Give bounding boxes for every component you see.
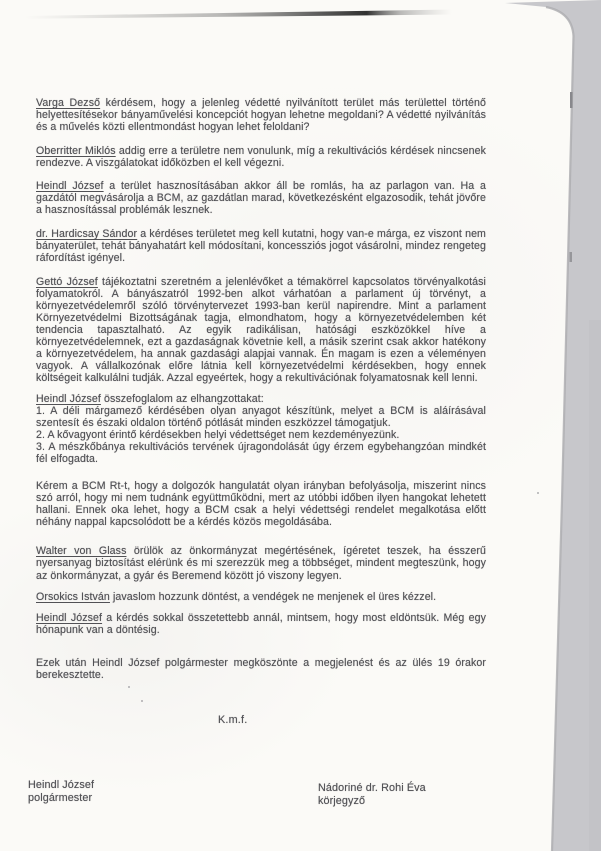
minutes-body xyxy=(36,97,486,681)
speaker-name: Gettó József xyxy=(36,275,98,288)
statement-walter-von-glass xyxy=(36,545,486,581)
speaker-name: Varga Dezső xyxy=(36,97,101,109)
statement-text: tájékoztatni szeretném a jelenlévőket a témakörrel kapcsolatos törvényalkotási folyamatokról. A bányászatról 1992-ben alkot várhatóan a parlament új törvényt, a környezetvédelemről szóló törvénytervezet 1993-ban kerül napirendre. Mint a parlament Környezetvédelmi Bizottságának tagja, elmondhatom, hogy a környezetvédelemben két tendencia tapasztalható. Az egyik radikálisan, hatósági eszközökkel híve a környezetvédelemnek, ezt a gazdaságnak követnie kell, a másik szerint csak akkor hatékony a környezetvédelem, ha annak gazdasági alapjai vannak. Én magam is ezen a véleményen vagyok. A vállalkozónak előre látnia kell környezetvédelmi kérdésekben, hogy ennek költségeit kalkulálni tudják. Azzal egyeértek, hogy a rekultivációnak folyamatosnak kell lenni. xyxy=(36,275,487,384)
speaker-name: dr. Hardicsay Sándor xyxy=(36,227,138,240)
speaker-name: Oberritter Miklós xyxy=(36,144,116,157)
summary-item-3: 3. A mészkőbánya rekultivációs tervének újragondolását úgy érzem egybehangzóan mindkét fél elfogadta. xyxy=(36,441,486,466)
kmf-closing: K.m.f. xyxy=(218,714,248,726)
statement-hardicsay-sandor xyxy=(36,228,486,264)
scan-speck xyxy=(141,700,143,702)
signature-left xyxy=(28,779,94,805)
scan-speck xyxy=(537,492,539,494)
page-edge-mark xyxy=(570,252,573,262)
speaker-name: Heindl József xyxy=(36,180,104,193)
statement-orsokics-istvan xyxy=(36,591,486,603)
summary-lead-text: összefoglalom az elhangzottakat: xyxy=(100,392,264,405)
statement-text: addig erre a területre nem vonulunk, míg a rekultivációs kérdések nincsenek rendezve. A viszgálatokat időközben el kell végezni. xyxy=(36,144,486,169)
speaker-name: Heindl József xyxy=(36,611,103,624)
statement-text: javaslom hozzunk döntést, a vendégek ne menjenek el üres kézzel. xyxy=(109,590,437,603)
signature-title: körjegyző xyxy=(318,795,366,807)
page-edge-mark xyxy=(570,92,573,108)
scanner-background-dark-strip xyxy=(589,320,601,851)
statement-oberritter-miklos xyxy=(36,145,486,169)
speaker-name: Heindl József xyxy=(36,392,101,405)
summary-lead-line xyxy=(36,393,486,405)
signature-right xyxy=(318,782,426,808)
signature-title: polgármester xyxy=(28,792,93,804)
signature-name: Heindl József xyxy=(28,779,95,791)
speaker-name: Orsokics István xyxy=(36,590,110,603)
speaker-name: Walter von Glass xyxy=(36,545,127,558)
statement-text: a kérdéses területet meg kell kutatni, hogy van-e márga, ez viszont nem bányaterület, tehát bányahatárt kell módosítani, koncessziós jogot vásárolni, mindez rengeteg ráfordítást igényel. xyxy=(36,227,486,264)
summary-item-2: 2. A kővagyont érintő kérdésekben helyi védettséget nem kezdeményezünk. xyxy=(36,429,400,442)
scanner-background-shape xyxy=(505,0,601,851)
statement-text: a terület hasznosításában akkor áll be romlás, ha az parlagon van. Ha a gazdától megvásárolja a BCM, az gazdátlan marad, következésként elgazosodik, tehát jövőre a hasznosítással problémák lesznek. xyxy=(36,180,486,217)
statement-varga-dezso xyxy=(36,97,486,133)
statement-text: kérdésem, hogy a jelenleg védetté nyilvánított terület más területtel történő helyettesítésekor bányaművelési koncepciót hogyan lehetne megoldani? A védetté nyilvánítás és a művelés közti ellentmondást hogyan lehet feloldani? xyxy=(36,97,486,134)
scan-smudge-line xyxy=(25,10,452,19)
signature-name: Nádoriné dr. Rohi Éva xyxy=(318,782,426,794)
statement-text: örülök az önkormányzat megértésének, ígéretet teszek, ha ésszerű nyersanyag biztosítást elérünk és mi szerezzük meg a többséget, mindent megteszünk, hogy az önkormányzat, a gyár és Beremend között jó viszony legyen. xyxy=(36,545,486,582)
statement-text: a kérdés sokkal összetettebb annál, mintsem, hogy most eldöntsük. Még egy hónapunk van a döntésig. xyxy=(36,611,486,636)
statement-heindl-jozsef-1 xyxy=(36,180,486,216)
statement-getto-jozsef xyxy=(36,276,486,384)
closing-paragraph: Ezek után Heindl József polgármester megköszönte a megjelenést és az ülés 19 órakor berekesztette. xyxy=(36,656,486,681)
statement-bcm-request: Kérem a BCM Rt-t, hogy a dolgozók hangulatát olyan irányban befolyásolja, miszerint nincs szó arról, hogy mi nem tudnánk együttműködni, mert az utóbbi időben ilyen hangokat lehetett hallani. Ennek oka lehet, hogy a BCM csak a helyi védettségi rendelet megalkotása előtt néhány nappal kapcsolódott be a kérdés közös megoldásába. xyxy=(36,480,486,529)
statement-heindl-jozsef-2 xyxy=(36,612,486,636)
summary-heindl-jozsef xyxy=(36,393,486,465)
scan-speck xyxy=(128,686,130,688)
summary-item-1: 1. A déli márgamező kérdésében olyan anyagot készítünk, melyet a BCM is aláírásával szentesít és északi oldalon történő pótlását minden eszközzel támogatjuk. xyxy=(36,404,486,430)
